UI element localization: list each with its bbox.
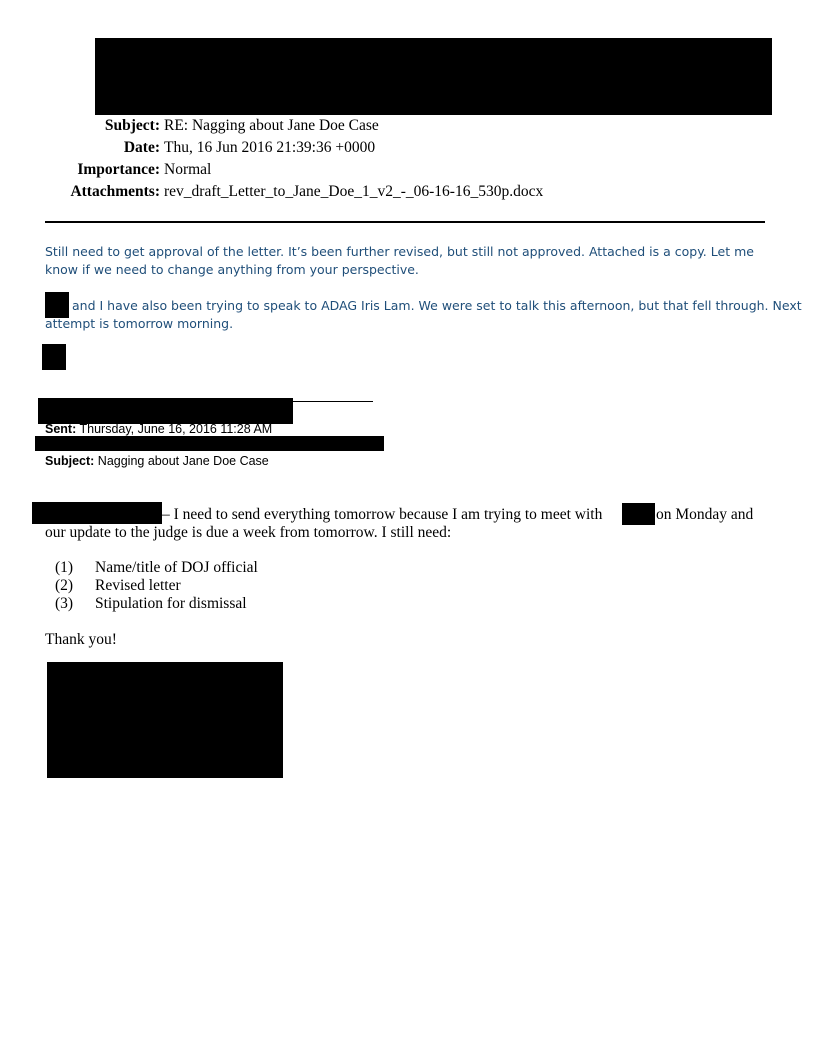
redaction-to-line <box>35 436 384 451</box>
header-importance-label: Importance: <box>77 161 160 178</box>
redaction-salutation <box>32 502 162 524</box>
header-subject-label: Subject: <box>104 117 160 134</box>
forward-sent-row <box>45 421 272 437</box>
header-attachments-label: Attachments: <box>70 183 160 200</box>
needs-list <box>55 559 258 613</box>
header-divider <box>45 221 765 223</box>
forward-subject-row <box>45 453 269 469</box>
header-subject-value: RE: Nagging about Jane Doe Case <box>164 117 379 134</box>
reply-paragraph-1: Still need to get approval of the letter. It’s been further revised, but still not approved. Attached is a copy. Let me know if we need to change anything from your perspective. <box>45 244 754 277</box>
header-date-label: Date: <box>123 139 160 156</box>
list-item <box>55 577 258 595</box>
list-item-text: Stipulation for dismissal <box>95 595 247 612</box>
list-item-number: (3) <box>55 595 74 612</box>
list-item-number: (2) <box>55 577 74 594</box>
forward-subject-value: Nagging about Jane Doe Case <box>97 454 269 468</box>
message-closing: Thank you! <box>45 631 117 648</box>
redaction-name-2 <box>622 503 655 525</box>
forward-sent-value: Thursday, June 16, 2016 11:28 AM <box>79 422 273 436</box>
forward-subject-label: Subject: <box>45 454 95 468</box>
attachment-filename[interactable]: rev_draft_Letter_to_Jane_Doe_1_v2_-_06-16-16_530p.docx <box>164 183 544 200</box>
redaction-signature-block <box>47 662 283 778</box>
redaction-signature-initial <box>42 344 66 370</box>
reply-paragraph-2-line-1: and I have also been trying to speak to ADAG Iris Lam. We were set to talk this afternoon, but that fell through. Next <box>72 298 802 313</box>
forward-divider <box>290 401 373 402</box>
header-date-value: Thu, 16 Jun 2016 21:39:36 +0000 <box>164 139 376 156</box>
list-item-text: Revised letter <box>95 577 181 594</box>
message-line-2: our update to the judge is due a week from tomorrow. I still need: <box>45 524 452 541</box>
list-item <box>55 595 258 613</box>
list-item <box>55 559 258 577</box>
forward-sent-label: Sent: <box>45 422 77 436</box>
list-item-text: Name/title of DOJ official <box>95 559 258 576</box>
reply-paragraph-2-line-2: attempt is tomorrow morning. <box>45 316 234 331</box>
header-importance-value: Normal <box>164 161 212 178</box>
message-line-1-part-1: – I need to send everything tomorrow because I am trying to meet with <box>162 506 603 523</box>
list-item-number: (1) <box>55 559 74 576</box>
redaction-header-block <box>95 38 772 115</box>
message-line-1-part-2: on Monday and <box>656 506 754 523</box>
